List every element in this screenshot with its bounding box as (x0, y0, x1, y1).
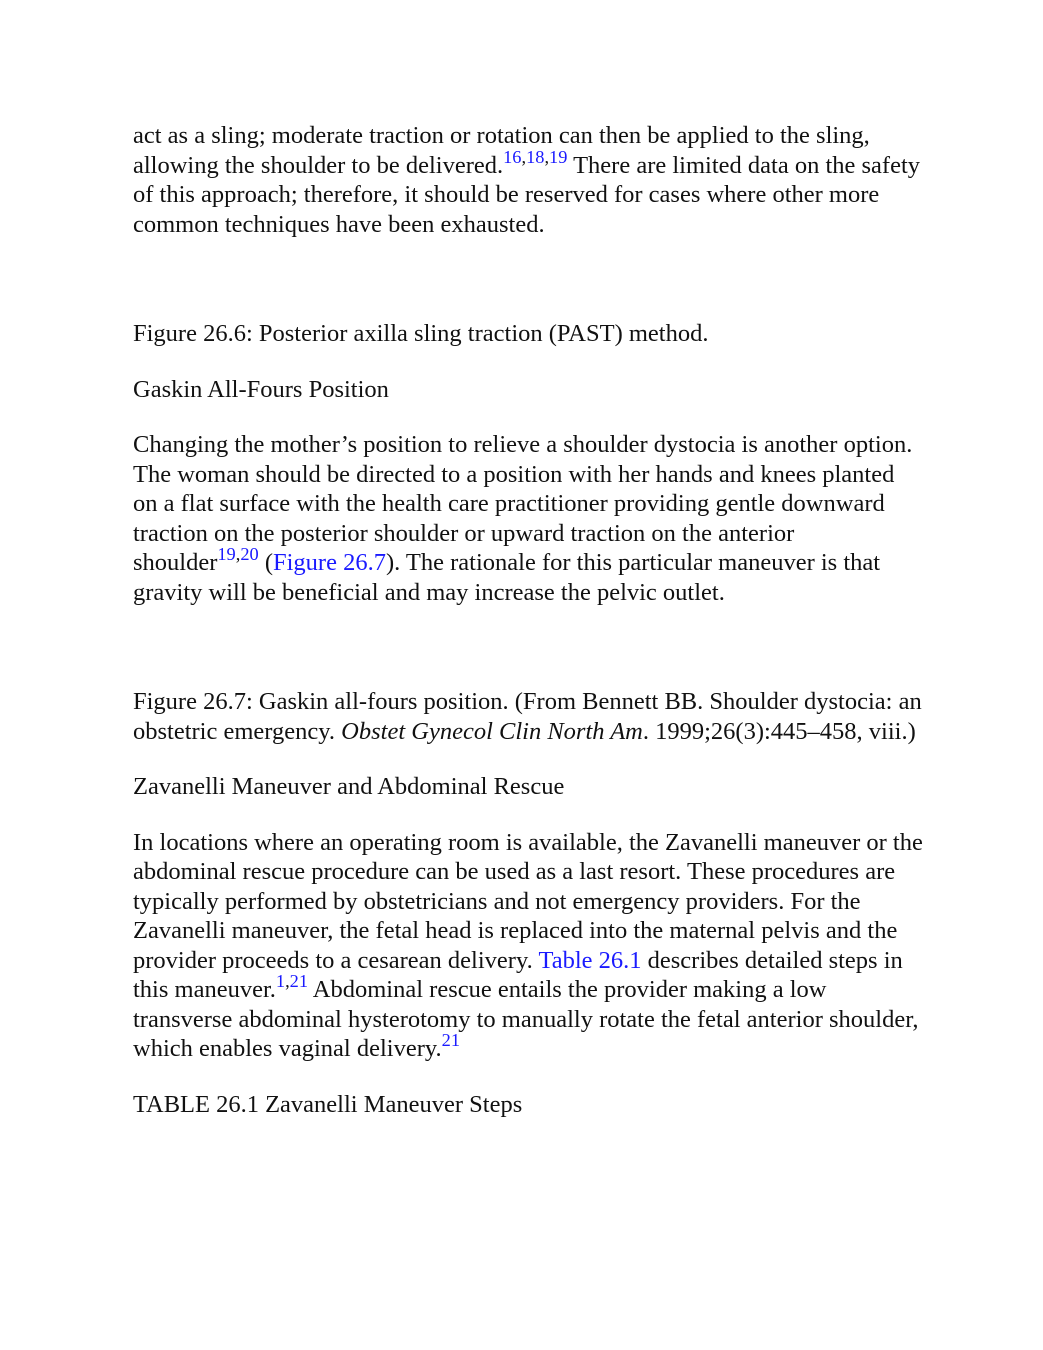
paragraph-past-method (133, 121, 923, 239)
paragraph-text: ). The rationale for this particular maneuver is that gravity will be beneficial and may increase the pelvic outlet. (133, 549, 881, 606)
paragraph-text: describes detailed steps in this maneuver. (133, 946, 903, 1003)
paragraph-gaskin (133, 430, 923, 607)
citation-link-20[interactable]: 20 (240, 543, 259, 564)
citation-group (442, 1030, 460, 1050)
paragraph-text: act as a sling; moderate traction or rotation can then be applied to the sling, allowing the shoulder to be delivered. (133, 122, 870, 179)
table-title: TABLE 26.1 Zavanelli Maneuver Steps (133, 1090, 523, 1118)
figure-caption-26-7 (133, 687, 923, 746)
citation-group: 16,18,19 (503, 146, 568, 167)
citation-group: 1,21 (275, 970, 309, 991)
paragraph-text: Abdominal rescue entails the provider making a low transverse abdominal hysterotomy to manually rotate the fetal anterior shoulder, which enables vaginal delivery. (133, 976, 919, 1062)
citation-link-1[interactable]: 1 (275, 970, 286, 991)
paragraph-text: There are limited data on the safety of this approach; therefore, it should be reserved for cases where other more common techniques have been exhausted. (133, 151, 920, 238)
caption-text: . 1999;26(3):445–458, viii.) (642, 717, 916, 745)
citation-link-21[interactable]: 21 (289, 970, 309, 991)
paragraph-text: Changing the mother’s position to relieve a shoulder dystocia is another option. The woman should be directed to a position with her hands and knees planted on a flat surface with the health care practitioner providing gentle downward traction on the posterior shoulder or upward traction on the anterior shoulder (133, 431, 913, 576)
citation-link-19[interactable]: 19 (549, 146, 568, 167)
citation-link-16[interactable]: 16 (503, 146, 522, 167)
paragraph-zavanelli (133, 828, 923, 1064)
paragraph-text: ( (258, 549, 273, 576)
section-heading-gaskin: Gaskin All-Fours Position (133, 375, 389, 403)
figure-caption-26-6: Figure 26.6: Posterior axilla sling traction (PAST) method. (133, 320, 709, 347)
citation-link-21[interactable]: 21 (441, 1029, 460, 1050)
paragraph-text: In locations where an operating room is available, the Zavanelli maneuver or the abdominal rescue procedure can be used as a last resort. These procedures are typically performed by obstetricians and not emergency providers. For the Zavanelli maneuver, the fetal head is replaced into the maternal pelvis and the provider proceeds to a cesarean delivery. (133, 828, 923, 974)
table-link-26-1[interactable]: Table 26.1 (538, 946, 642, 974)
caption-text: Figure 26.7: Gaskin all-fours position. (From Bennett BB. Shoulder dystocia: an obstetric emergency. (133, 688, 922, 745)
citation-link-19[interactable]: 19 (217, 543, 236, 564)
citation-group: 19,20 (217, 543, 259, 564)
citation-link-18[interactable]: 18 (526, 146, 545, 167)
journal-title: Obstet Gynecol Clin North Am (341, 717, 643, 745)
document-page (133, 121, 923, 1119)
section-heading-zavanelli: Zavanelli Maneuver and Abdominal Rescue (133, 773, 565, 800)
figure-link-26-7[interactable]: Figure 26.7 (272, 549, 386, 576)
